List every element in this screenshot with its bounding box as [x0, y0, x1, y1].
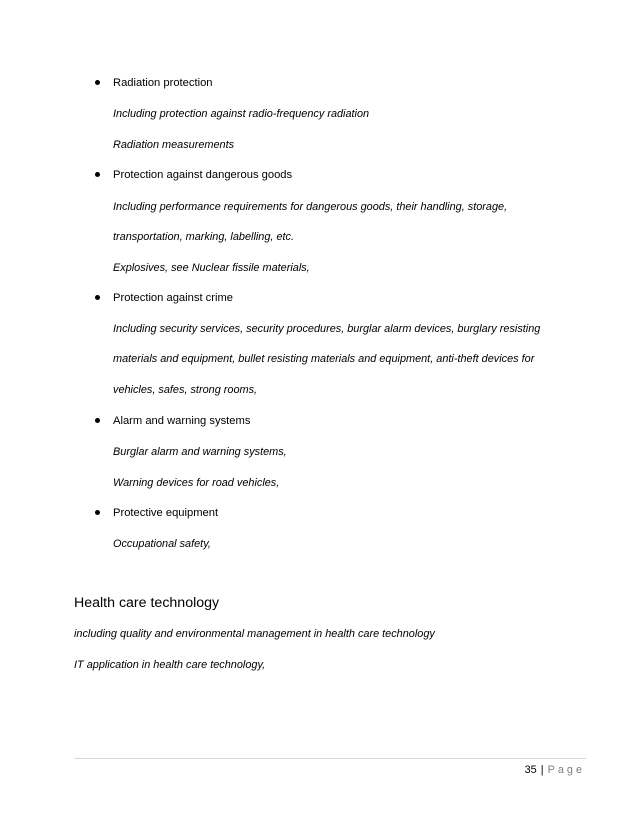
footer-separator: | [540, 764, 544, 776]
bullet-detail: Explosives, see Nuclear fissile materials, [113, 262, 310, 274]
bullet-icon [95, 510, 100, 515]
bullet-icon [95, 80, 100, 85]
bullet-label: Alarm and warning systems [113, 415, 251, 427]
bullet-detail: Including protection against radio-frequency radiation [113, 108, 370, 120]
bullet-detail: Burglar alarm and warning systems, [113, 446, 287, 458]
bullet-detail: Warning devices for road vehicles, [113, 477, 280, 489]
page-number: 35 [524, 764, 537, 776]
bullet-label: Protection against crime [113, 292, 234, 304]
section-line: IT application in health care technology, [74, 659, 266, 671]
bullet-detail: Including performance requirements for dangerous goods, their handling, storage, [113, 201, 508, 213]
bullet-detail: transportation, marking, labelling, etc. [113, 231, 294, 243]
bullet-detail: Radiation measurements [113, 139, 235, 151]
bullet-detail: materials and equipment, bullet resisting materials and equipment, anti-theft devices for [113, 353, 535, 365]
bullet-label: Protective equipment [113, 507, 219, 519]
bullet-label: Protection against dangerous goods [113, 169, 293, 181]
bullet-detail: Including security services, security procedures, burglar alarm devices, burglary resisting [113, 323, 541, 335]
bullet-detail: vehicles, safes, strong rooms, [113, 384, 258, 396]
bullet-icon [95, 295, 100, 300]
page-footer [525, 763, 585, 777]
bullet-icon [95, 172, 100, 177]
bullet-detail: Occupational safety, [113, 538, 211, 550]
section-line: including quality and environmental management in health care technology [74, 628, 435, 640]
bullet-icon [95, 418, 100, 423]
footer-divider [74, 758, 586, 759]
page-word: Page [547, 764, 585, 776]
bullet-label: Radiation protection [113, 77, 213, 89]
section-heading: Health care technology [74, 595, 220, 611]
